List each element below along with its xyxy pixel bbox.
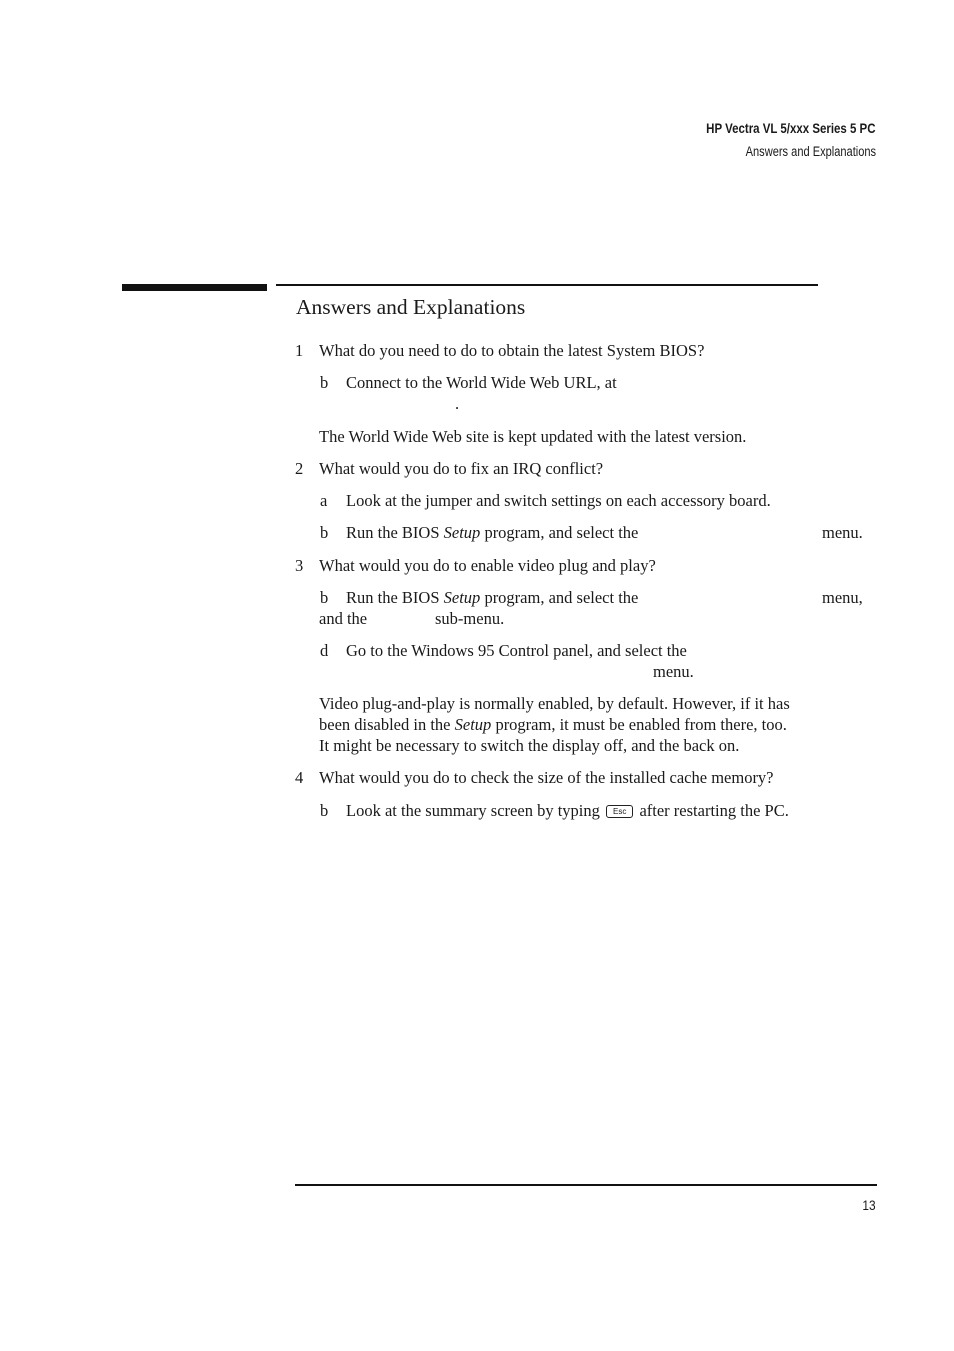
explanation-text: It might be necessary to switch the display off, and the back on. [319,736,740,755]
page-number: 13 [862,1197,876,1213]
answer-text-continued: sub-menu. [435,609,505,628]
question-number: 2 [295,459,304,478]
section-rule-thick [122,284,267,291]
explanation-text: been disabled in the Setup program, it must be enabled from there, too. [319,715,787,734]
answer-text-tail: menu. [822,523,863,542]
explanation-text: Video plug-and-play is normally enabled, by default. However, if it has [319,694,790,713]
answer-letter: b [320,801,329,820]
esc-key-icon: Esc [606,805,633,818]
footer-rule [295,1184,877,1186]
answer-text: Go to the Windows 95 Control panel, and select the [346,641,687,660]
answer-text: Look at the summary screen by typing Esc after restarting the PC. [346,801,789,820]
answer-text-tail: menu, [822,588,863,607]
answer-letter: d [320,641,329,660]
question-number: 3 [295,556,304,575]
answer-letter: b [320,373,329,392]
answer-letter: a [320,491,328,510]
running-header-title: HP Vectra VL 5/xxx Series 5 PC [706,120,876,136]
explanation-text: The World Wide Web site is kept updated with the latest version. [319,427,747,446]
question-text: What would you do to fix an IRQ conflict? [319,459,604,478]
section-rule-thin [276,284,818,286]
question-number: 4 [295,768,304,787]
answer-text: Look at the jumper and switch settings on each accessory board. [346,491,771,510]
section-title: Answers and Explanations [296,295,526,319]
question-text: What would you do to check the size of the installed cache memory? [319,768,774,787]
answer-letter: b [320,523,329,542]
answer-letter: b [320,588,329,607]
answer-text: Run the BIOS Setup program, and select the [346,588,639,607]
answer-text-continued: and the [319,609,368,628]
running-header-subtitle: Answers and Explanations [745,144,876,159]
answer-text-continued: menu. [653,662,694,681]
answer-text: Connect to the World Wide Web URL, at [346,373,617,392]
answer-text-continued: . [455,394,460,413]
question-text: What do you need to do to obtain the latest System BIOS? [319,341,705,360]
answer-text: Run the BIOS Setup program, and select the [346,523,639,542]
question-number: 1 [295,341,304,360]
question-text: What would you do to enable video plug and play? [319,556,656,575]
